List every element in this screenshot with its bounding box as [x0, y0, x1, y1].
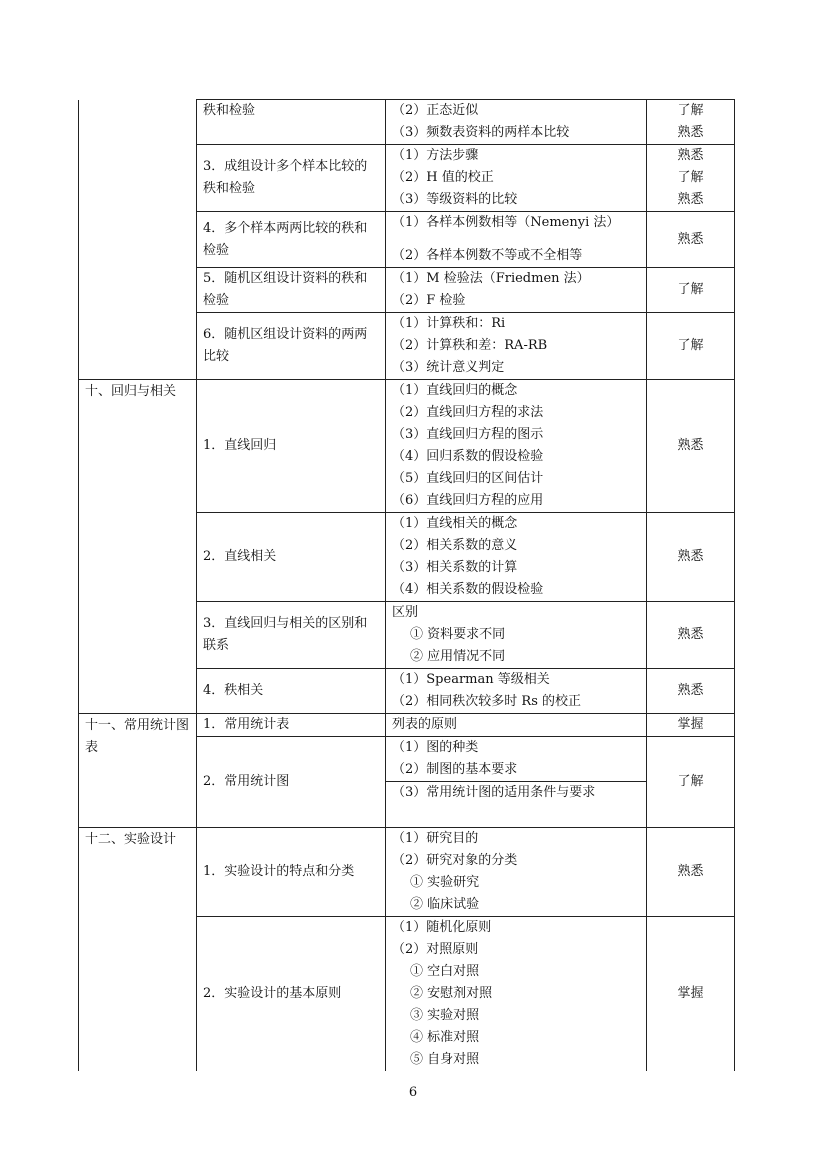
- topic-cell: 5．随机区组设计资料的秩和检验: [197, 268, 386, 313]
- unit-cell-empty: [79, 100, 197, 380]
- points-cell: （1）Spearman 等级相关 （2）相同秩次较多时 Rs 的校正: [386, 669, 647, 714]
- points-cell: （1）直线相关的概念 （2）相关系数的意义 （3）相关系数的计算 （4）相关系数的假设检验: [386, 513, 647, 602]
- points-cell: （1）M 检验法（Friedmen 法） （2）F 检验: [386, 268, 647, 313]
- topic-cell: 2．常用统计图: [197, 737, 386, 828]
- topic-cell: 2．实验设计的基本原则: [197, 917, 386, 1072]
- requirement-cell: 熟悉: [647, 513, 735, 602]
- points-cell: （1）研究目的 （2）研究对象的分类 ① 实验研究 ② 临床试验: [386, 828, 647, 917]
- points-cell: （1）图的种类 （2）制图的基本要求 （3）常用统计图的适用条件与要求: [386, 737, 647, 828]
- requirement-cell: 熟悉: [647, 212, 735, 268]
- points-cell: （1）计算秩和：Ri （2）计算秩和差：RA-RB （3）统计意义判定: [386, 313, 647, 380]
- points-cell: （1）各样本例数相等（Nemenyi 法） （2）各样本例数不等或不全相等: [386, 212, 647, 268]
- requirement-cell: 了解: [647, 737, 735, 828]
- syllabus-table: [78, 99, 735, 1071]
- topic-cell: 6．随机区组设计资料的两两比较: [197, 313, 386, 380]
- unit-cell: 十二、实验设计: [79, 828, 197, 1072]
- unit-cell: 十一、常用统计图表: [79, 714, 197, 828]
- requirement-cell: 熟悉: [647, 602, 735, 669]
- points-cell: （1）随机化原则 （2）对照原则 ① 空白对照 ② 安慰剂对照 ③ 实验对照 ④ 标准对照 ⑤ 自身对照: [386, 917, 647, 1072]
- requirement-cell: 熟悉: [647, 380, 735, 513]
- topic-cell: 4．多个样本两两比较的秩和检验: [197, 212, 386, 268]
- points-cell: 列表的原则: [386, 714, 647, 737]
- requirement-cell: 熟悉: [647, 828, 735, 917]
- requirement-cell: 了解: [647, 313, 735, 380]
- topic-cell: 1．直线回归: [197, 380, 386, 513]
- table-row: [79, 828, 735, 917]
- requirement-cell: 熟悉: [647, 669, 735, 714]
- topic-cell: 1．常用统计表: [197, 714, 386, 737]
- topic-cell: 2．直线相关: [197, 513, 386, 602]
- points-cell: （1）方法步骤 （2）H 值的校正 （3）等级资料的比较: [386, 145, 647, 212]
- requirement-cell: 了解 熟悉: [647, 100, 735, 145]
- topic-cell: 3．直线回归与相关的区别和联系: [197, 602, 386, 669]
- topic-cell: 1．实验设计的特点和分类: [197, 828, 386, 917]
- requirement-cell: 掌握: [647, 714, 735, 737]
- requirement-cell: 了解: [647, 268, 735, 313]
- table-row: [79, 100, 735, 145]
- topic-cell: 3．成组设计多个样本比较的秩和检验: [197, 145, 386, 212]
- page-number: 6: [408, 1085, 418, 1100]
- table-row: [79, 380, 735, 513]
- topic-cell: 秩和检验: [197, 100, 386, 145]
- topic-cell: 4．秩相关: [197, 669, 386, 714]
- unit-cell: 十、回归与相关: [79, 380, 197, 714]
- points-cell: 区别 ① 资料要求不同 ② 应用情况不同: [386, 602, 647, 669]
- table-row: [79, 714, 735, 737]
- points-cell: （2）正态近似 （3）频数表资料的两样本比较: [386, 100, 647, 145]
- points-cell: （1）直线回归的概念 （2）直线回归方程的求法 （3）直线回归方程的图示 （4）回归系数的假设检验 （5）直线回归的区间估计 （6）直线回归方程的应用: [386, 380, 647, 513]
- requirement-cell: 掌握: [647, 917, 735, 1072]
- requirement-cell: 熟悉 了解 熟悉: [647, 145, 735, 212]
